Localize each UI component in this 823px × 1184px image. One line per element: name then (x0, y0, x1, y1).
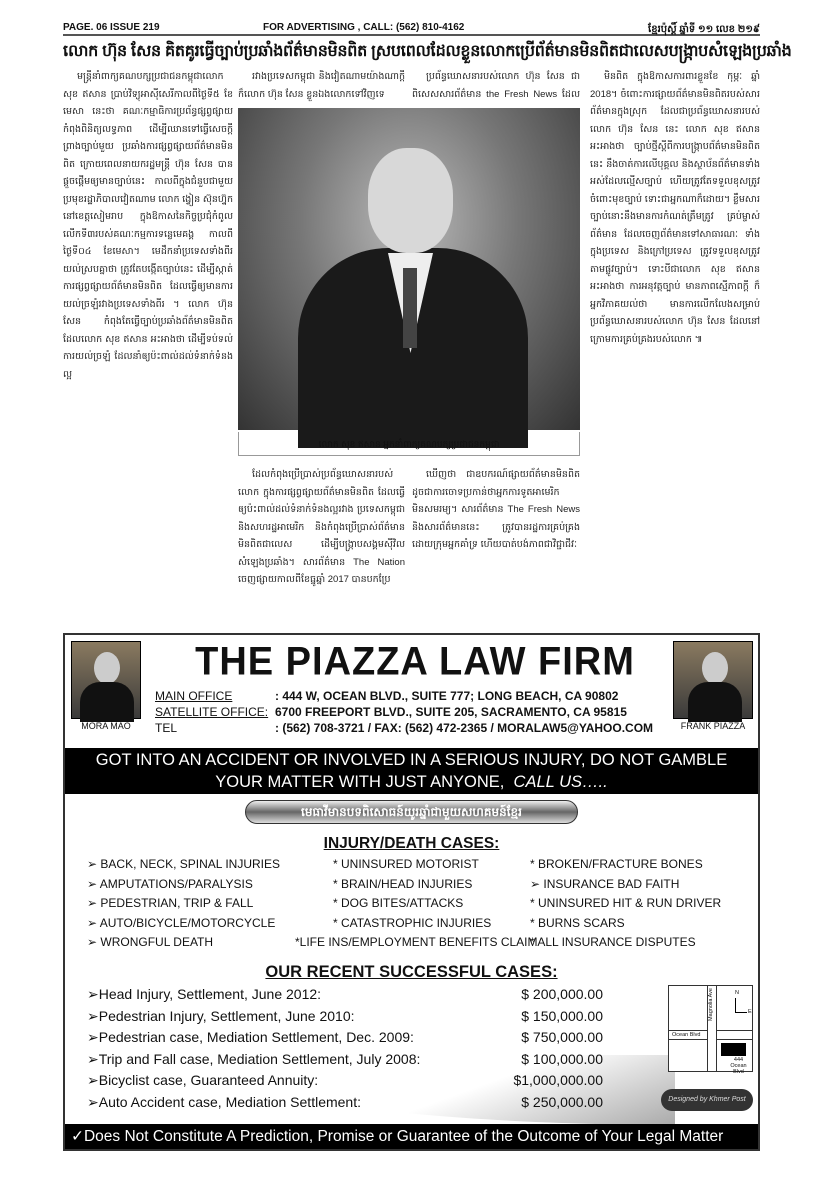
injury-item: ➢ AMPUTATIONS/PARALYSIS (87, 876, 253, 891)
case-label: ➢Bicyclist case, Guaranteed Annuity: (87, 1072, 319, 1088)
paragraph: ឃើញថា ជាឧបករណ៍ផ្សាយព័ត៌មានមិនពិត ដូចជាការចោទប្រកាន់ថាអ្នកការទូតអាមេរិក មិនសមរម្យ។ សារព័ត៌មាន The Fresh News និងសារព័ត៌មាននេះ ត្រូវបានរដ្ឋការគ្រប់គ្រងដោយក្រុមអ្នកគាំទ្រ ហើយបាត់បង់ភាពជាវិជ្ជាជីវៈ (412, 469, 580, 550)
case-amount: $ 250,000.00 (521, 1093, 603, 1110)
article-column-3-bottom (412, 466, 580, 624)
case-amount: $ 750,000.00 (521, 1029, 603, 1045)
disclaimer: ✓Does Not Constitute A Prediction, Promise or Guarantee of the Outcome of Your Legal Matter (65, 1124, 758, 1149)
case-label: ➢Trip and Fall case, Mediation Settlement, July 2008: (87, 1050, 421, 1067)
injury-item: * UNINSURED MOTORIST (333, 857, 479, 871)
street-horizontal: Ocean Blvd (672, 1032, 701, 1038)
article-photo (238, 108, 580, 430)
left-person-name: MORA MAO (81, 721, 131, 731)
north-label: N (735, 990, 739, 996)
case-label: ➢Pedestrian case, Mediation Settlement, Dec. 2009: (87, 1029, 414, 1045)
article-column-2-bottom (238, 466, 405, 624)
designer-credit: Designed by Khmer Post (661, 1089, 753, 1111)
street-vertical: Magnolia Ave (708, 988, 714, 1021)
banner-line-1: GOT INTO AN ACCIDENT OR INVOLVED IN A SERIOUS INJURY, DO NOT GAMBLE (95, 751, 728, 769)
injury-item: ➢ BACK, NECK, SPINAL INJURIES (87, 857, 280, 871)
cases-title (65, 963, 758, 982)
injury-item: * ALL INSURANCE DISPUTES (530, 935, 696, 949)
label: MAIN OFFICE (155, 689, 233, 703)
case-amount: $ 150,000.00 (521, 1007, 603, 1024)
firm-name: THE PIAZZA LAW FIRM (195, 639, 635, 685)
case-amount: $1,000,000.00 (513, 1072, 603, 1088)
injury-item: * BRAIN/HEAD INJURIES (333, 876, 473, 891)
paragraph: ដែលកំពុងប្រើប្រាស់ប្រព័ន្ធឃោសនារបស់លោក ក្នុងការផ្សព្វផ្សាយព័ត៌មានមិនពិត ដែលធ្វើឲ្យប៉ះពាល់ដល់ទំនាក់ទំនងល្អរវាង ប្រទេសកម្ពុជា និងសហរដ្ឋអាមេរិក និងកំពុងប្រើប្រាស់ព័ត៌មានមិនពិតជាលេស ដើម្បីបង្ក្រាបសង្គមស៊ីវិល សំឡេងប្រឆាំង។ សារព័ត៌មាន The Nation ចេញផ្សាយកាលពីខែធ្នូឆ្នាំ 2017 បានបកប្រែ (238, 469, 405, 585)
injury-title (65, 835, 758, 853)
value: : 444 W, OCEAN BLVD., SUITE 777; LONG BEACH, CA 90802 (275, 689, 619, 703)
value: : (562) 708-3721 / FAX: (562) 472-2365 / MORALAW5@YAHOO.COM (275, 721, 654, 735)
injury-item: *LIFE INS/EMPLOYMENT BENEFITS CLAIM (295, 935, 538, 949)
case-label: ➢Auto Accident case, Mediation Settlement: (87, 1093, 361, 1110)
article-column-2-top (238, 68, 405, 106)
text: OUR RECENT SUCCESSFUL CASES: (265, 963, 558, 981)
injury-item: * DOG BITES/ATTACKS (333, 896, 464, 910)
banner-line-2 (65, 771, 758, 793)
paragraph: ប្រព័ន្ធឃោសនារបស់លោក ហ៊ុន សែន ជាពិសេសសារព័ត៌មាន the Fresh News ដែល (412, 71, 580, 100)
text: INJURY/DEATH CASES: (323, 835, 500, 852)
paragraph: មន្ត្រីនាំពាក្យគណបក្សប្រជាជនកម្ពុជាលោក សុខ ឥសាន ប្រាប់វិទ្យុអាស៊ីសេរីកាលពីថ្ងៃទី៥ ខែមេសា នេះថា គណៈកម្មាធិការប្រព័ន្ធផ្សព្វផ្សាយ កំពុងពិនិត្យលទ្ធភាព ដើម្បីឈានទៅធ្វើសេចក្ដីព្រាងច្បាប់មួយ ប្រឆាំងការផ្សព្វផ្សាយព័ត៌មានមិនពិត ក្រោយពេលនាយករដ្ឋមន្ត្រី ហ៊ុន សែន បានផ្ដួចផ្ដើមឲ្យមានច្បាប់នេះ កាលពីក្នុងជំនួបជាមួយប្រមុខរដ្ឋាភិបាលវៀតណាម លោក ង្វៀន ស៊ុនហ្វ៊ុក នៅខេត្តសៀមរាប ក្នុងឱកាសនៃកិច្ចប្រជុំកំពូលលើកទី៣របស់គណៈកម្មការទន្លេមេគង្គ កាលពីថ្ងៃទី០៤ ខែមេសា។ មេដឹកនាំប្រទេសទាំងពីរ យល់ស្របគ្នាថា ត្រូវតែបង្កើតច្បាប់នេះ ដើម្បីស្កាត់ការផ្សព្វផ្សាយព័ត៌មានមិនពិត ដែលធ្វើឲ្យមានការយល់ច្រឡំរវាងប្រទេសទាំងពីរ ។ លោក ហ៊ុន សែន កំពុងតែធ្វើច្បាប់ប្រឆាំងព័ត៌មានមិនពិត ដែលលោក សុខ ឥសាន អះអាងថា ដើម្បីទប់ទល់ការយល់ច្រឡំ ដែលនាំឲ្យប៉ះពាល់ដល់ទំនាក់ទំនងល្អ (63, 71, 233, 380)
case-label: ➢Head Injury, Settlement, June 2012: (87, 986, 322, 1002)
address-street: Ocean Blvd (730, 1063, 747, 1075)
article-headline: លោក ហ៊ុន សែន គិតគូរធ្វើច្បាប់ប្រឆាំងព័ត៌មានមិនពិត ស្របពេលដែលខ្លួនលោកប្រើព័ត៌មានមិនពិតជាលេសបង្ក្រាបសំឡេងប្រឆាំង (63, 43, 792, 60)
main-office (155, 689, 618, 703)
law-firm-advertisement (63, 633, 760, 1151)
injury-item: * UNINSURED HIT & RUN DRIVER (530, 896, 722, 910)
value: 6700 FREEPORT BLVD., SUITE 205, SACRAMENTO, CA 95815 (275, 705, 627, 719)
article-column-3-top (412, 68, 580, 106)
injury-item: ➢ AUTO/BICYCLE/MOTORCYCLE (87, 915, 276, 930)
injury-item: ➢ WRONGFUL DEATH (87, 935, 214, 949)
article-column-1 (63, 68, 233, 624)
masthead: ខ្មែរប៉ុស្ដិ៍ ឆ្នាំទី ១១ លេខ ២១៩ (648, 24, 760, 35)
injury-item: * CATASTROPHIC INJURIES (333, 915, 492, 930)
injury-item: * BROKEN/FRACTURE BONES (530, 857, 703, 871)
east-label: E (748, 1009, 752, 1015)
injury-item: ➢ INSURANCE BAD FAITH (530, 876, 680, 891)
portrait-frank-piazza (673, 641, 753, 719)
khmer-badge: មេធាវីមានបទពិសោធន៍យូរឆ្នាំជាមួយសហគមន៍ខ្មែរ (245, 800, 578, 824)
call-us: CALL US….. (513, 773, 608, 791)
injury-item: * BURNS SCARS (530, 915, 625, 930)
case-amount: $ 200,000.00 (521, 986, 603, 1002)
paragraph: រវាងប្រទេសកម្ពុជា និងវៀតណាមយ៉ាងណាក្ដី ក៏លោក ហ៊ុន សែន ខ្លួនឯងលោកទៅវិញទេ (238, 71, 405, 100)
slogan-banner (65, 748, 758, 794)
article-column-4 (590, 68, 760, 624)
injury-item: ➢ PEDESTRIAN, TRIP & FALL (87, 896, 254, 910)
label: TEL (155, 721, 178, 735)
location-map (668, 985, 753, 1075)
text: YOUR MATTER WITH JUST ANYONE, (215, 773, 505, 791)
compass-arrow-icon (735, 998, 736, 1012)
case-amount: $ 100,000.00 (521, 1050, 603, 1067)
paragraph: មិនពិត ក្នុងឱកាសការពារខ្លួនខែ កុម្ភៈ ឆ្នាំ 2018។ ចំពោះការផ្សាយព័ត៌មានមិនពិតរបស់សារព័ត៌មានក្នុងស្រុក ដែលជាប្រព័ន្ធឃោសនារបស់លោក ហ៊ុន សែន នេះ លោក សុខ ឥសាន អះអាងថា ច្បាប់ថ្មីស្ដីពីការបង្ក្រាបព័ត៌មានមិនពិតនេះ នឹងចាត់ការលើបុគ្គល និងស្ថាប័នព័ត៌មានទាំងអស់ដែលល្មើសច្បាប់ ហើយត្រូវតែទទួលខុសត្រូវចំពោះមុខច្បាប់ ទោះជាអ្នកណាក៏ដោយ។ ខ្លឹមសារច្បាប់នោះនឹងមានការកំណត់ត្រឹមត្រូវ គ្រប់ម្ចាស់ព័ត៌មាន ដែលចេញព័ត៌មានទៅសាធារណៈ ទាំងក្នុងប្រទេស និងក្រៅប្រទេស ត្រូវទទួលខុសត្រូវតាមផ្លូវច្បាប់។ ទោះបីជាលោក សុខ ឥសាន អះអាងថា ការអនុវត្តច្បាប់ មានភាពស្មើភាពក្ដី ក៏អ្នកវិភាគយល់ថា មានការលើកលែងសម្រាប់ប្រព័ន្ធឃោសនារបស់លោក ហ៊ុន សែន ដែលនៅក្រោមការគ្រប់គ្រងរបស់លោក ៕ (590, 71, 760, 345)
label: SATELLITE OFFICE: (155, 705, 269, 719)
building-marker (721, 1043, 746, 1056)
address-number: 444 (733, 1057, 744, 1063)
right-person-name: FRANK PIAZZA (680, 721, 746, 731)
page-issue: PAGE. 06 ISSUE 219 (63, 22, 160, 33)
photo-caption: លោក សុខ ឥសាន អ្នកនាំពាក្យគណបក្សប្រជាជនកម្ពុជា (238, 432, 580, 456)
page-header (63, 22, 760, 36)
satellite-office (155, 705, 627, 719)
portrait-mora-mao (71, 641, 141, 719)
case-label: ➢Pedestrian Injury, Settlement, June 2010: (87, 1007, 355, 1024)
telephone (155, 721, 653, 735)
advertising-line: FOR ADVERTISING , CALL: (562) 810-4162 (263, 22, 465, 33)
